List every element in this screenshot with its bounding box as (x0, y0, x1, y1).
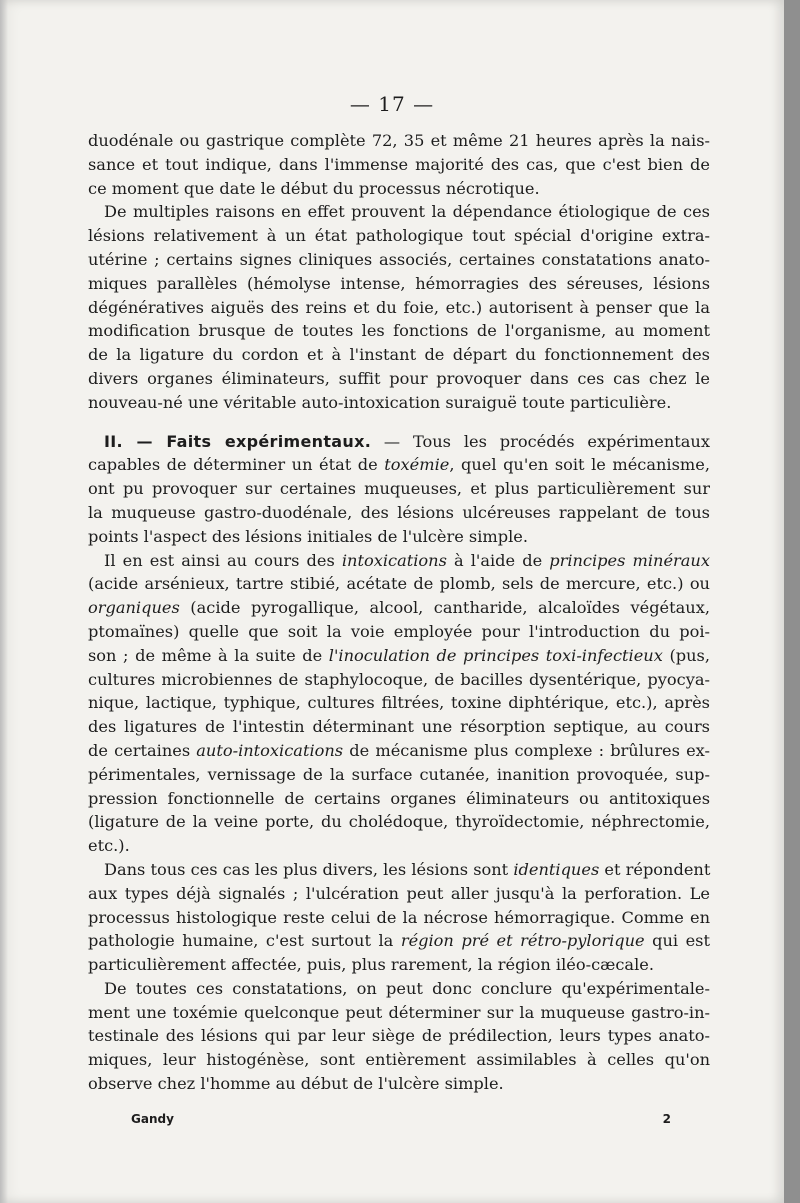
text-line: sance et tout indique, dans l'immense majorité des cas, que c'est bien de (88, 154, 710, 174)
text-fragment: capables de déterminer un état de (88, 455, 385, 475)
text-line: ptomaïnes) quelle que soit la voie employée pour l'introduction du poi- (88, 621, 710, 641)
page-number: — 17 — (349, 92, 435, 116)
text-line: pression fonctionnelle de certains organes éliminateurs ou antitoxiques (88, 788, 710, 808)
text-line: lésions relativement à un état pathologique tout spécial d'origine extra- (88, 226, 710, 246)
italic-term: région pré et rétro-pylorique (400, 931, 645, 951)
text-fragment: , quel qu'en soit le mécanisme, (449, 455, 710, 475)
text-line (88, 858, 710, 882)
italic-term: organiques (88, 598, 180, 618)
paragraph-5 (88, 858, 710, 977)
text-fragment: — Tous les procédés expérimentaux (371, 431, 710, 451)
text-line: aux types déjà signalés ; l'ulcération peut aller jusqu'à la perforation. Le (88, 883, 710, 903)
text-line: nouveau-né une véritable auto-intoxication suraiguë toute particulière. (88, 392, 672, 412)
sheet-number: 2 (662, 1112, 671, 1126)
text-fragment: de mécanisme plus complexe : brûlures ex- (343, 740, 710, 760)
text-line: dégénératives aiguës des reins et du foie, etc.) autorisent à penser que la (88, 297, 710, 317)
paragraph-3-section-ii (88, 430, 710, 549)
text-line: de la ligature du cordon et à l'instant de départ du fonctionnement des (88, 345, 710, 365)
text-fragment: son ; de même à la suite de (88, 645, 329, 665)
text-line: observe chez l'homme au début de l'ulcère simple. (88, 1074, 504, 1094)
paragraph-6 (88, 977, 710, 1096)
section-heading: II. — Faits expérimentaux. (104, 431, 372, 451)
paragraph-2 (88, 200, 710, 414)
text-fragment: qui est (644, 931, 710, 951)
text-fragment: de certaines (88, 740, 197, 760)
text-line: modification brusque de toutes les fonctions de l'organisme, au moment (88, 321, 710, 341)
text-line: ment une toxémie quelconque peut déterminer sur la muqueuse gastro-in- (88, 1002, 710, 1022)
text-line: etc.). (88, 836, 130, 856)
text-line: (acide arsénieux, tartre stibié, acétate de plomb, sels de mercure, etc.) ou (88, 574, 710, 594)
text-line: ont pu provoquer sur certaines muqueuses, et plus particulièrement sur (88, 479, 710, 499)
italic-term: intoxications (341, 550, 447, 570)
italic-term: identiques (513, 859, 600, 879)
text-line: testinale des lésions qui par leur siège de prédilection, leurs types anato- (88, 1026, 710, 1046)
text-fragment: et répondent (599, 859, 711, 879)
text-fragment: (acide pyrogallique, alcool, cantharide, alcaloïdes végétaux, (179, 598, 710, 618)
text-line: processus histologique reste celui de la nécrose hémorragique. Comme en (88, 907, 710, 927)
printer-signature: Gandy (131, 1112, 174, 1126)
text-line: (ligature de la veine porte, du cholédoque, thyroïdectomie, néphrectomie, (88, 812, 710, 832)
text-line: De toutes ces constatations, on peut donc conclure qu'expérimentale- (104, 978, 710, 998)
text-fragment: Il en est ainsi au cours des (104, 550, 342, 570)
text-line (88, 644, 710, 668)
text-line (88, 739, 710, 763)
text-line (88, 596, 710, 620)
paragraph-4 (88, 549, 710, 858)
text-line: miques, leur histogénèse, sont entièrement assimilables à celles qu'on (88, 1050, 710, 1070)
italic-term: l'inoculation de principes toxi-infectieux (328, 645, 663, 665)
text-fragment: (pus, (662, 645, 711, 665)
italic-term: principes minéraux (549, 550, 710, 570)
text-line (88, 430, 710, 454)
text-line: la muqueuse gastro-duodénale, des lésions ulcéreuses rappelant de tous (88, 502, 710, 522)
text-fragment: Dans tous ces cas les plus divers, les lésions sont (104, 859, 514, 879)
page-body (88, 129, 710, 1096)
text-line: miques parallèles (hémolyse intense, hémorragies des séreuses, lésions (88, 273, 710, 293)
text-line: utérine ; certains signes cliniques associés, certaines constatations anato- (88, 249, 710, 269)
text-line: De multiples raisons en effet prouvent la dépendance étiologique de ces (104, 202, 710, 222)
italic-term: toxémie (384, 455, 450, 475)
text-line: particulièrement affectée, puis, plus rarement, la région iléo-cæcale. (88, 955, 654, 975)
text-line: des ligatures de l'intestin déterminant une résorption septique, au cours (88, 717, 710, 737)
text-line: points l'aspect des lésions initiales de l'ulcère simple. (88, 526, 529, 546)
page-spine-shadow (0, 0, 8, 1203)
text-fragment: à l'aide de (446, 550, 550, 570)
text-line (88, 549, 710, 573)
text-line: cultures microbiennes de staphylocoque, de bacilles dysentérique, pyocya- (88, 669, 710, 689)
text-line: ce moment que date le début du processus nécrotique. (88, 178, 540, 198)
text-line (88, 453, 710, 477)
text-line: divers organes éliminateurs, suffit pour provoquer dans ces cas chez le (88, 368, 710, 388)
italic-term: auto-intoxications (196, 740, 344, 760)
text-line: duodénale ou gastrique complète 72, 35 et même 21 heures après la nais- (88, 131, 710, 150)
text-line: nique, lactique, typhique, cultures filtrées, toxine diphtérique, etc.), après (88, 693, 710, 713)
text-line (88, 929, 710, 953)
section-spacer (88, 415, 710, 430)
text-fragment: pathologie humaine, c'est surtout la (88, 931, 401, 951)
text-line: périmentales, vernissage de la surface cutanée, inanition provoquée, sup- (88, 764, 710, 784)
paragraph-1 (88, 129, 710, 200)
